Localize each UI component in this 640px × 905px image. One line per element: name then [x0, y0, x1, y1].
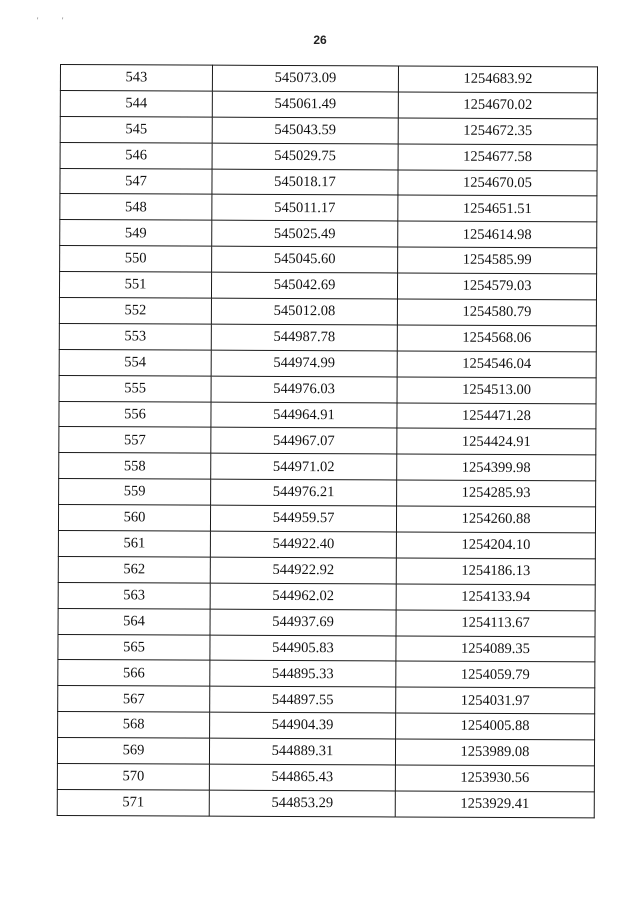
- x-coordinate-cell: 544971.02: [211, 454, 397, 481]
- table-row: [60, 168, 597, 196]
- x-coordinate-cell: 544895.33: [210, 661, 396, 688]
- table-row: [60, 220, 597, 248]
- table-row: [60, 142, 597, 170]
- y-coordinate-cell: 1254568.06: [397, 325, 596, 352]
- x-coordinate-cell: 544962.02: [210, 583, 396, 610]
- table-row: [59, 349, 596, 377]
- y-coordinate-cell: 1254186.13: [396, 558, 595, 585]
- table-row: [58, 712, 595, 740]
- y-coordinate-cell: 1254546.04: [397, 351, 596, 378]
- scan-speck: ': [37, 16, 39, 25]
- y-coordinate-cell: 1254113.67: [396, 610, 595, 637]
- point-number-cell: 558: [59, 453, 211, 480]
- table-row: [60, 90, 597, 118]
- y-coordinate-cell: 1254031.97: [396, 687, 595, 714]
- point-number-cell: 565: [58, 634, 210, 661]
- x-coordinate-cell: 544905.83: [210, 635, 396, 662]
- y-coordinate-cell: 1253930.56: [395, 765, 594, 792]
- y-coordinate-cell: 1254672.35: [398, 118, 597, 145]
- table-row: [58, 660, 595, 688]
- y-coordinate-cell: 1254133.94: [396, 584, 595, 611]
- x-coordinate-cell: 544976.03: [211, 376, 397, 403]
- table-row: [59, 298, 596, 326]
- point-number-cell: 546: [60, 142, 212, 169]
- point-number-cell: 562: [58, 556, 210, 583]
- x-coordinate-cell: 545061.49: [212, 91, 398, 118]
- y-coordinate-cell: 1254513.00: [397, 377, 596, 404]
- point-number-cell: 550: [60, 246, 212, 273]
- point-number-cell: 553: [59, 323, 211, 350]
- x-coordinate-cell: 544922.40: [210, 531, 396, 558]
- point-number-cell: 564: [58, 608, 210, 635]
- x-coordinate-cell: 544987.78: [211, 324, 397, 351]
- point-number-cell: 566: [58, 660, 210, 687]
- table-row: [58, 582, 595, 610]
- y-coordinate-cell: 1254471.28: [397, 403, 596, 430]
- point-number-cell: 568: [58, 712, 210, 739]
- point-number-cell: 570: [57, 764, 209, 791]
- point-number-cell: 560: [58, 505, 210, 532]
- y-coordinate-cell: 1253929.41: [395, 791, 594, 818]
- table-row: [60, 116, 597, 144]
- y-coordinate-cell: 1254670.02: [398, 92, 597, 119]
- y-coordinate-cell: 1253989.08: [395, 739, 594, 766]
- x-coordinate-cell: 544964.91: [211, 402, 397, 429]
- x-coordinate-cell: 544853.29: [209, 790, 395, 817]
- y-coordinate-cell: 1254285.93: [397, 480, 596, 507]
- y-coordinate-cell: 1254614.98: [398, 221, 597, 248]
- x-coordinate-cell: 544897.55: [210, 687, 396, 714]
- y-coordinate-cell: 1254677.58: [398, 144, 597, 171]
- page-number: 26: [313, 33, 327, 47]
- table-row: [59, 272, 596, 300]
- table-row: [58, 505, 595, 533]
- point-number-cell: 554: [59, 349, 211, 376]
- y-coordinate-cell: 1254683.92: [398, 66, 597, 93]
- x-coordinate-cell: 545073.09: [212, 65, 398, 92]
- table-row: [58, 531, 595, 559]
- y-coordinate-cell: 1254204.10: [396, 532, 595, 559]
- x-coordinate-cell: 544922.92: [210, 557, 396, 584]
- point-number-cell: 548: [60, 194, 212, 221]
- y-coordinate-cell: 1254059.79: [396, 661, 595, 688]
- y-coordinate-cell: 1254585.99: [398, 247, 597, 274]
- point-number-cell: 545: [60, 116, 212, 143]
- x-coordinate-cell: 544974.99: [211, 350, 397, 377]
- x-coordinate-cell: 545012.08: [211, 298, 397, 325]
- point-number-cell: 571: [57, 789, 209, 816]
- x-coordinate-cell: 544959.57: [210, 505, 396, 532]
- table-row: [57, 738, 594, 766]
- coordinates-table-body: [57, 65, 597, 818]
- table-row: [57, 764, 594, 792]
- table-row: [59, 323, 596, 351]
- table-row: [58, 608, 595, 636]
- x-coordinate-cell: 545029.75: [212, 143, 398, 170]
- point-number-cell: 552: [59, 298, 211, 325]
- table-row: [60, 194, 597, 222]
- point-number-cell: 559: [59, 479, 211, 506]
- point-number-cell: 549: [60, 220, 212, 247]
- scan-speck: ': [62, 16, 64, 25]
- table-row: [58, 556, 595, 584]
- y-coordinate-cell: 1254089.35: [396, 636, 595, 663]
- y-coordinate-cell: 1254579.03: [397, 273, 596, 300]
- x-coordinate-cell: 544976.21: [211, 479, 397, 506]
- x-coordinate-cell: 544904.39: [210, 712, 396, 739]
- point-number-cell: 543: [60, 65, 212, 92]
- table-row: [59, 479, 596, 507]
- point-number-cell: 555: [59, 375, 211, 402]
- table-row: [59, 401, 596, 429]
- point-number-cell: 556: [59, 401, 211, 428]
- x-coordinate-cell: 545043.59: [212, 117, 398, 144]
- table-row: [57, 789, 594, 817]
- y-coordinate-cell: 1254651.51: [398, 195, 597, 222]
- y-coordinate-cell: 1254399.98: [397, 454, 596, 481]
- table-row: [59, 375, 596, 403]
- x-coordinate-cell: 544865.43: [209, 764, 395, 791]
- point-number-cell: 547: [60, 168, 212, 195]
- table-row: [60, 65, 597, 93]
- x-coordinate-cell: 545011.17: [212, 195, 398, 222]
- y-coordinate-cell: 1254670.05: [398, 170, 597, 197]
- x-coordinate-cell: 544937.69: [210, 609, 396, 636]
- table-row: [59, 427, 596, 455]
- x-coordinate-cell: 545018.17: [212, 169, 398, 196]
- x-coordinate-cell: 545042.69: [211, 272, 397, 299]
- x-coordinate-cell: 544967.07: [211, 428, 397, 455]
- y-coordinate-cell: 1254260.88: [396, 506, 595, 533]
- point-number-cell: 561: [58, 531, 210, 558]
- point-number-cell: 551: [59, 272, 211, 299]
- table-row: [59, 453, 596, 481]
- y-coordinate-cell: 1254005.88: [396, 713, 595, 740]
- point-number-cell: 569: [57, 738, 209, 765]
- table-row: [58, 634, 595, 662]
- y-coordinate-cell: 1254580.79: [397, 299, 596, 326]
- x-coordinate-cell: 545025.49: [212, 221, 398, 248]
- y-coordinate-cell: 1254424.91: [397, 428, 596, 455]
- table-row: [60, 246, 597, 274]
- coordinates-table: [57, 64, 598, 818]
- point-number-cell: 567: [58, 686, 210, 713]
- x-coordinate-cell: 544889.31: [209, 738, 395, 765]
- point-number-cell: 544: [60, 90, 212, 117]
- point-number-cell: 557: [59, 427, 211, 454]
- x-coordinate-cell: 545045.60: [212, 246, 398, 273]
- table-row: [58, 686, 595, 714]
- point-number-cell: 563: [58, 582, 210, 609]
